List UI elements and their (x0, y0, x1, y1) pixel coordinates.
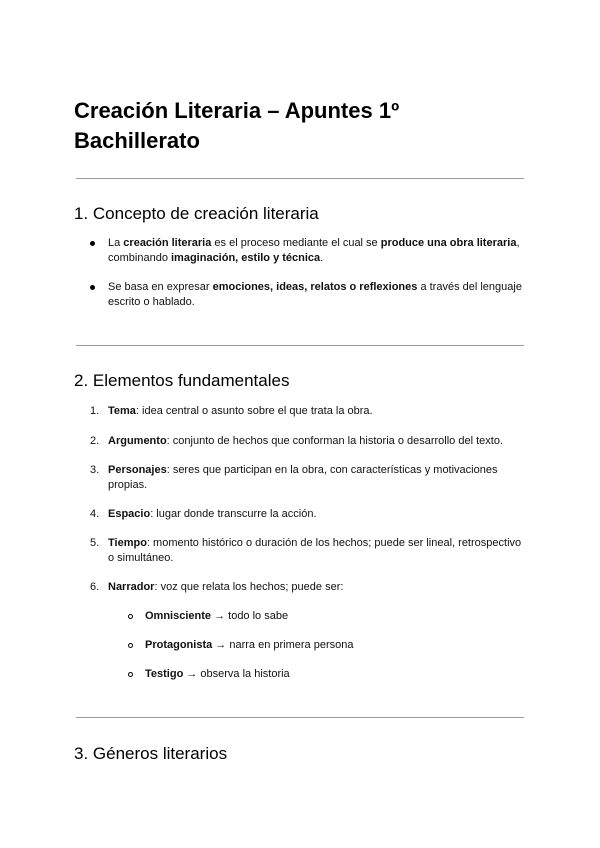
sub-bullet-marker (128, 643, 133, 648)
sub-text: → narra en primera persona (212, 639, 354, 651)
sub-item-protagonista (145, 638, 525, 653)
list-term: Argumento (108, 435, 167, 447)
sub-text: → todo lo sabe (211, 610, 289, 622)
document-title: Creación Literaria – Apuntes 1º Bachillerato (74, 98, 400, 153)
list-item-tema (108, 404, 528, 419)
list-item-tiempo (108, 536, 528, 566)
list-term: Personajes (108, 464, 167, 476)
list-text-continued: o simultáneo. (108, 552, 174, 564)
list-number: 5. (90, 537, 100, 549)
text-run: . (320, 252, 324, 264)
bold-text: creación literaria (123, 237, 212, 249)
bullet-line (108, 237, 520, 249)
divider (76, 345, 524, 346)
list-item-personajes (108, 463, 528, 493)
sub-item-omnisciente (145, 609, 525, 624)
sub-term: Protagonista (145, 639, 213, 651)
text-run: es el proceso mediante el cual se (211, 237, 381, 249)
text-run: a través del lenguaje (417, 281, 522, 293)
section-heading-elementos: 2. Elementos fundamentales (74, 371, 290, 390)
bullet-item (108, 236, 528, 266)
list-term: Tiempo (108, 537, 147, 549)
text-run: combinando (108, 252, 171, 264)
list-item-espacio (108, 507, 528, 522)
list-text: : seres que participan en la obra, con características y motivaciones (166, 464, 498, 476)
list-text: : lugar donde transcurre la acción. (150, 508, 317, 520)
section-heading-concepto: 1. Concepto de creación literaria (74, 204, 319, 223)
bullet-line (108, 296, 195, 308)
bold-text: emociones, ideas, relatos o reflexiones (212, 281, 418, 293)
list-text: : conjunto de hechos que conforman la historia o desarrollo del texto. (166, 435, 503, 447)
sub-item-testigo (145, 667, 525, 682)
bullet-marker (90, 285, 95, 290)
list-item-argumento (108, 434, 528, 449)
sub-text: → observa la historia (183, 668, 290, 680)
list-number: 1. (90, 405, 100, 417)
divider (76, 178, 524, 179)
bold-text: imaginación, estilo y técnica (171, 252, 321, 264)
sub-bullet-marker (128, 672, 133, 677)
bullet-line (108, 252, 323, 264)
list-number: 6. (90, 581, 100, 593)
section-heading-generos: 3. Géneros literarios (74, 744, 228, 763)
divider (76, 717, 524, 718)
bullet-item (108, 280, 528, 310)
bold-text: produce una obra literaria (380, 237, 517, 249)
list-text-continued: propias. (108, 479, 148, 491)
list-number: 2. (90, 435, 100, 447)
list-number: 3. (90, 464, 100, 476)
bullet-marker (90, 241, 95, 246)
list-term: Tema (108, 405, 136, 417)
list-text: : idea central o asunto sobre el que trata la obra. (135, 405, 373, 417)
text-run: La (108, 237, 124, 249)
list-number: 4. (90, 508, 100, 520)
sub-bullet-marker (128, 614, 133, 619)
list-term: Espacio (108, 508, 151, 520)
list-term: Narrador (108, 581, 155, 593)
sub-term: Testigo (145, 668, 184, 680)
text-run: , (516, 237, 520, 249)
list-item-narrador (108, 580, 528, 595)
sub-term: Omnisciente (145, 610, 212, 622)
text-run: Se basa en expresar (108, 281, 213, 293)
list-text: : voz que relata los hechos; puede ser: (154, 581, 344, 593)
bullet-line (108, 281, 522, 293)
list-text: : momento histórico o duración de los hechos; puede ser lineal, retrospectivo (146, 537, 522, 549)
text-run: escrito o hablado. (108, 296, 195, 308)
